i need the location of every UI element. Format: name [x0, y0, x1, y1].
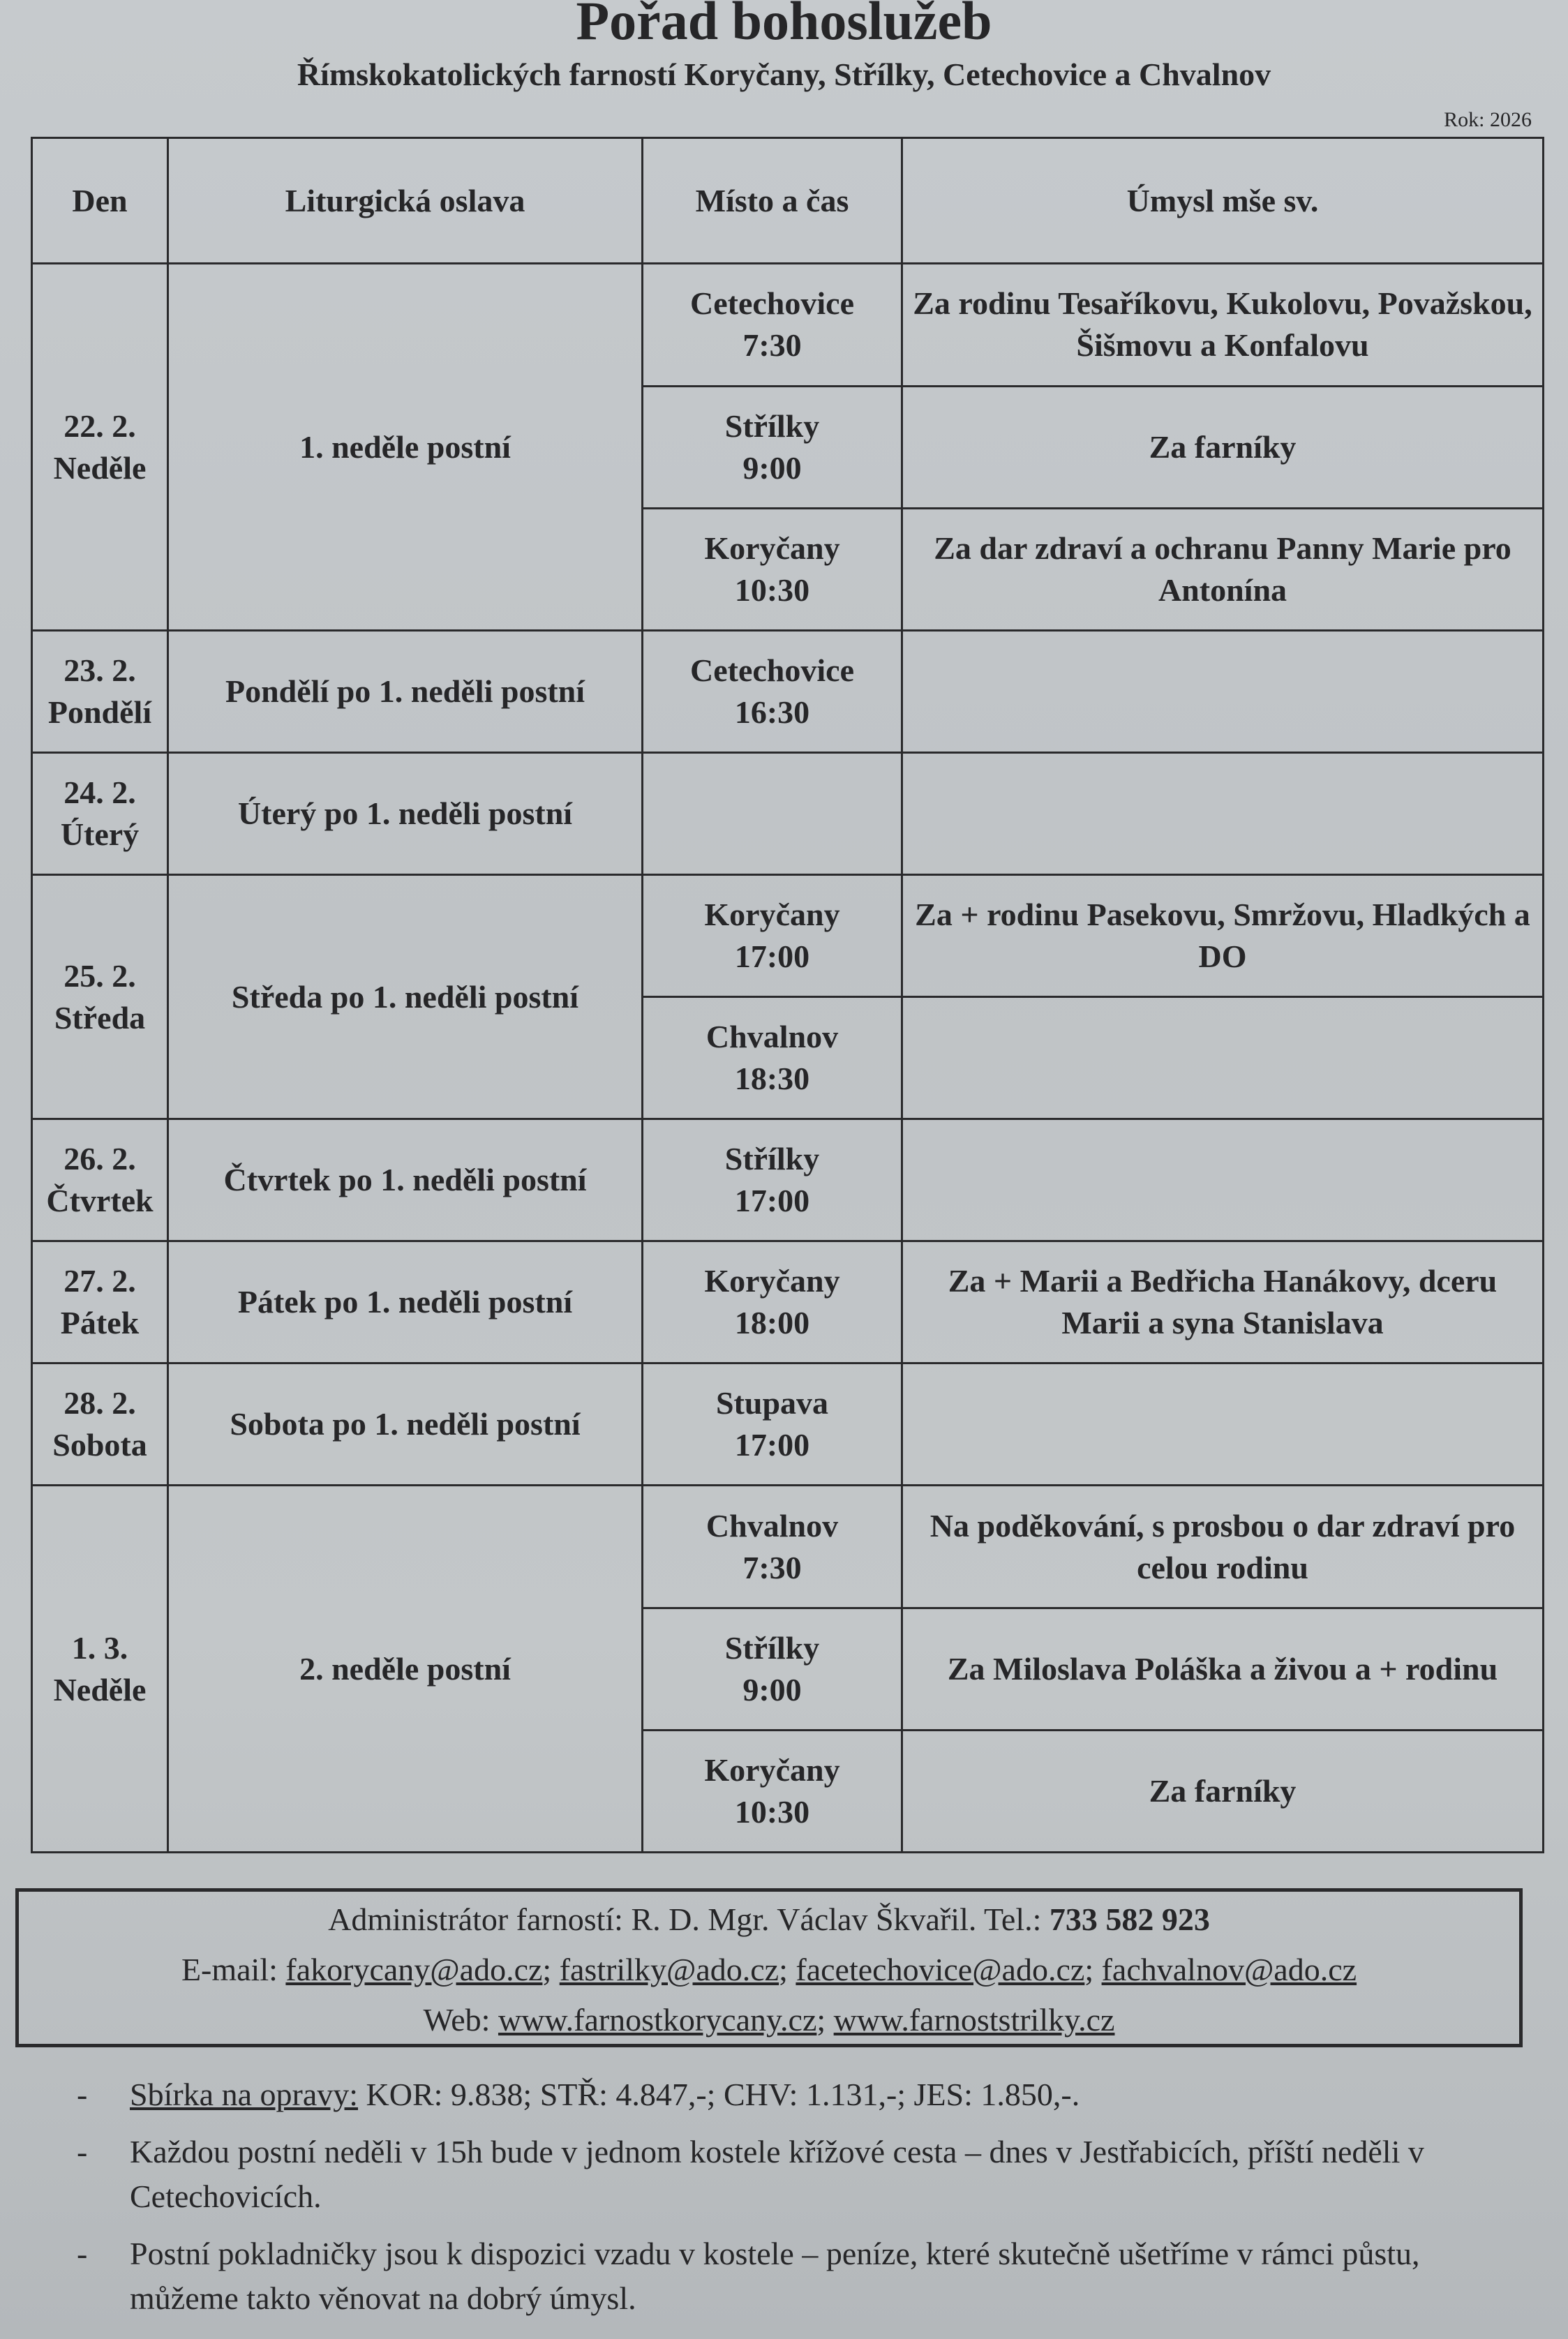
day-weekday: Neděle [53, 1671, 147, 1707]
table-row [32, 1119, 1544, 1241]
mass-time: 16:30 [734, 694, 810, 730]
web-line: Web: www.farnostkorycany.cz; www.farnoststrilky.cz [423, 2002, 1115, 2038]
day-weekday: Úterý [60, 816, 140, 852]
table-row [32, 874, 1544, 996]
page-title: Pořad bohoslužeb [576, 0, 992, 51]
mass-place: Střílky [724, 1629, 820, 1666]
place-time-cell [643, 1119, 902, 1241]
column-header-celebration: Liturgická oslava [168, 138, 643, 264]
mass-place: Koryčany [704, 1751, 840, 1788]
intention-cell: Za Miloslava Poláška a živou a + rodinu [902, 1608, 1544, 1730]
intention-cell [902, 1363, 1544, 1486]
place-time-cell [643, 508, 902, 630]
mass-place: Cetechovice [690, 652, 854, 688]
bullet-dash: - [77, 2236, 88, 2271]
web-label: Web: [423, 2002, 498, 2038]
contact-box [15, 1888, 1523, 2047]
intention-cell [902, 997, 1544, 1119]
celebration-cell: Sobota po 1. neděli postní [168, 1363, 643, 1486]
mass-time: 9:00 [742, 449, 802, 486]
celebration-cell: 2. neděle postní [168, 1486, 643, 1853]
celebration-cell: 1. neděle postní [168, 264, 643, 630]
schedule-table [31, 137, 1544, 1853]
page-subtitle: Římskokatolických farností Koryčany, Střílky, Cetechovice a Chvalnov [297, 57, 1271, 92]
email-link-korycany[interactable]: fakorycany@ado.cz [285, 1952, 543, 1987]
mass-time: 10:30 [734, 1793, 810, 1830]
mass-place: Chvalnov [705, 1507, 839, 1544]
celebration-cell: Úterý po 1. neděli postní [168, 752, 643, 874]
place-time-cell [643, 997, 902, 1119]
mass-time: 9:00 [742, 1671, 802, 1707]
intention-cell: Za farníky [902, 386, 1544, 508]
column-header-place-time: Místo a čas [643, 138, 902, 264]
table-row [32, 264, 1544, 386]
mass-time: 17:00 [734, 1183, 810, 1219]
day-cell [32, 752, 168, 874]
day-date: 28. 2. [64, 1385, 136, 1421]
column-header-intention: Úmysl mše sv. [902, 138, 1544, 264]
place-time-cell [643, 1608, 902, 1730]
day-cell [32, 1363, 168, 1486]
mass-time: 18:30 [734, 1061, 810, 1097]
mass-time: 7:30 [742, 1549, 802, 1585]
day-cell [32, 630, 168, 752]
mass-time: 17:00 [734, 938, 810, 974]
bullet-dash: - [77, 2134, 88, 2169]
mass-place: Stupava [715, 1385, 829, 1421]
bullet-dash: - [77, 2077, 88, 2112]
celebration-cell: Pátek po 1. neděli postní [168, 1241, 643, 1363]
table-header-row [32, 138, 1544, 264]
day-weekday: Středa [54, 999, 146, 1036]
day-date: 25. 2. [64, 957, 136, 994]
intention-cell [902, 630, 1544, 752]
mass-place: Chvalnov [705, 1019, 839, 1055]
day-weekday: Čtvrtek [46, 1183, 154, 1219]
email-line: E-mail: fakorycany@ado.cz; fastrilky@ado.cz; facetechovice@ado.cz; fachvalnov@ado.cz [181, 1952, 1357, 1987]
day-date: 1. 3. [71, 1629, 128, 1666]
day-cell [32, 1486, 168, 1853]
intention-cell: Za dar zdraví a ochranu Panny Marie pro Antonína [902, 508, 1544, 630]
column-header-day: Den [32, 138, 168, 264]
table-row [32, 752, 1544, 874]
phone-number: 733 582 923 [1049, 1901, 1210, 1937]
place-time-cell [643, 386, 902, 508]
day-date: 22. 2. [64, 408, 136, 444]
place-time-cell [643, 874, 902, 996]
intention-cell: Za + rodinu Pasekovu, Smržovu, Hladkých a DO [902, 874, 1544, 996]
note-item [77, 2072, 1521, 2117]
email-link-chvalnov[interactable]: fachvalnov@ado.cz [1101, 1952, 1357, 1987]
notes-list [77, 2072, 1521, 2333]
admin-line [19, 1895, 1519, 1945]
intention-cell: Na poděkování, s prosbou o dar zdraví pro celou rodinu [902, 1486, 1544, 1608]
place-time-cell [643, 264, 902, 386]
mass-time: 18:00 [734, 1305, 810, 1341]
day-cell [32, 1241, 168, 1363]
day-date: 24. 2. [64, 774, 136, 810]
email-link-strilky[interactable]: fastrilky@ado.cz [559, 1952, 779, 1987]
web-link-korycany[interactable]: www.farnostkorycany.cz [498, 2002, 817, 2038]
note-lead: Sbírka na opravy: [130, 2077, 359, 2112]
table-row [32, 1241, 1544, 1363]
celebration-cell: Pondělí po 1. neděli postní [168, 630, 643, 752]
day-weekday: Sobota [52, 1427, 147, 1463]
day-date: 26. 2. [64, 1141, 136, 1177]
note-text: KOR: 9.838; STŘ: 4.847,-; CHV: 1.131,-; JES: 1.850,-. [358, 2077, 1080, 2112]
celebration-cell: Středa po 1. neděli postní [168, 874, 643, 1119]
place-time-cell [643, 752, 902, 874]
note-item [77, 2130, 1521, 2219]
mass-place: Koryčany [704, 530, 840, 566]
mass-place: Střílky [724, 1141, 820, 1177]
celebration-cell: Čtvrtek po 1. neděli postní [168, 1119, 643, 1241]
note-item [77, 2232, 1521, 2321]
mass-place: Cetechovice [690, 285, 854, 322]
note-text: Postní pokladničky jsou k dispozici vzadu v kostele – peníze, které skutečně ušetříme v rámci půstu, můžeme takto věnovat na dobrý úmysl. [130, 2236, 1420, 2316]
intention-cell [902, 1119, 1544, 1241]
year-label: Rok: 2026 [1444, 108, 1532, 131]
intention-cell [902, 752, 1544, 874]
email-link-cetechovice[interactable]: facetechovice@ado.cz [796, 1952, 1085, 1987]
intention-cell: Za farníky [902, 1730, 1544, 1852]
email-label: E-mail: [181, 1952, 286, 1987]
day-cell [32, 264, 168, 630]
place-time-cell [643, 630, 902, 752]
mass-place: Koryčany [704, 896, 840, 932]
day-weekday: Pátek [60, 1305, 140, 1341]
mass-time: 17:00 [734, 1427, 810, 1463]
note-text: Každou postní neděli v 15h bude v jednom kostele křížové cesta – dnes v Jestřabicích, příští neděli v Cetechovicích. [130, 2134, 1424, 2214]
place-time-cell [643, 1241, 902, 1363]
place-time-cell [643, 1730, 902, 1852]
table-row [32, 1363, 1544, 1486]
mass-time: 10:30 [734, 571, 810, 608]
mass-time: 7:30 [742, 327, 802, 364]
day-cell [32, 1119, 168, 1241]
day-weekday: Neděle [53, 449, 147, 486]
day-date: 23. 2. [64, 652, 136, 688]
place-time-cell [643, 1363, 902, 1486]
day-cell [32, 874, 168, 1119]
day-date: 27. 2. [64, 1263, 136, 1299]
table-row [32, 630, 1544, 752]
admin-label: Administrátor farností: R. D. Mgr. Václav Škvařil. Tel.: [328, 1901, 1050, 1937]
table-row [32, 1486, 1544, 1608]
day-weekday: Pondělí [47, 694, 152, 730]
place-time-cell [643, 1486, 902, 1608]
mass-place: Střílky [724, 408, 820, 444]
intention-cell: Za rodinu Tesaříkovu, Kukolovu, Považskou, Šišmovu a Konfalovu [902, 264, 1544, 386]
mass-place: Koryčany [704, 1263, 840, 1299]
web-link-strilky[interactable]: www.farnoststrilky.cz [833, 2002, 1115, 2038]
intention-cell: Za + Marii a Bedřicha Hanákovy, dceru Marii a syna Stanislava [902, 1241, 1544, 1363]
